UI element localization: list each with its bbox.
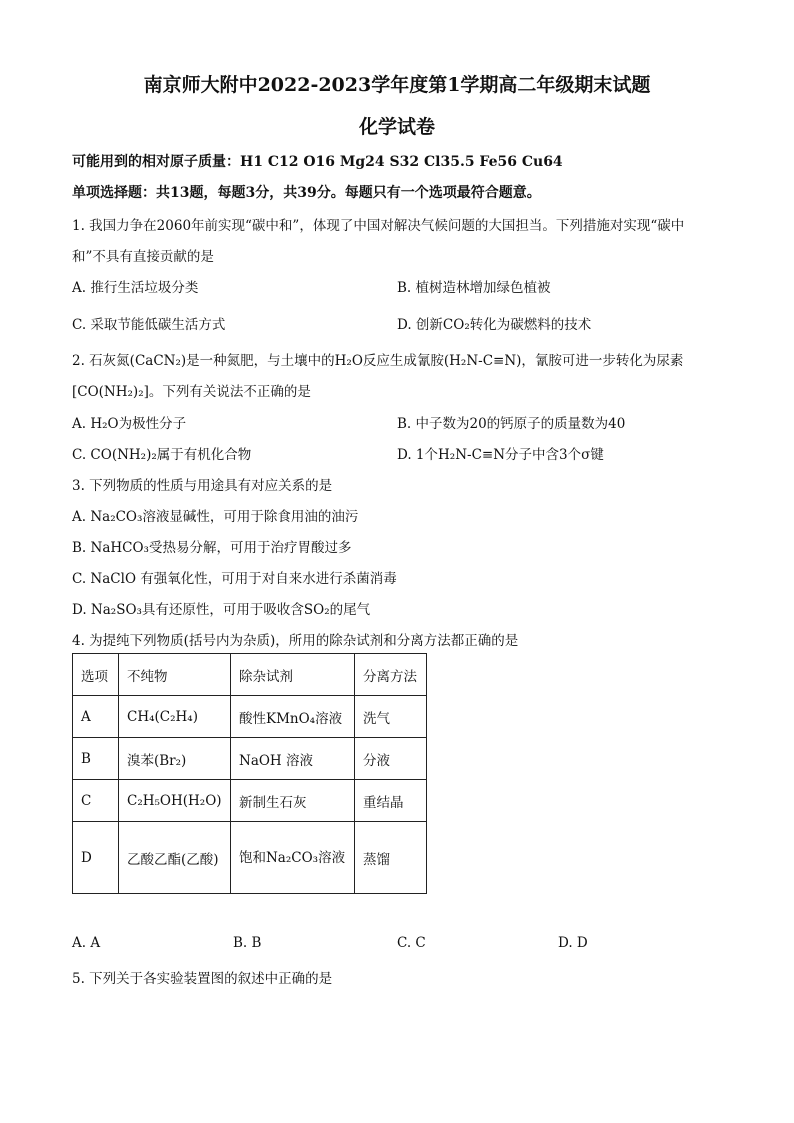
q1-stem-line1: 1. 我国力争在2060年前实现“碳中和”，体现了中国对解决气候问题的大国担当。下列措施对实现“碳中 xyxy=(72,218,685,234)
table-cell: C₂H₅OH(H₂O) xyxy=(119,780,231,822)
q4-options-table xyxy=(72,653,427,894)
q4-stem: 4. 为提纯下列物质(括号内为杂质)，所用的除杂试剂和分离方法都正确的是 xyxy=(72,633,519,649)
q1-option-b: B. 植树造林增加绿色植被 xyxy=(397,280,551,296)
table-cell: 蒸馏 xyxy=(355,822,427,894)
q1-stem-line2: 和”不具有直接贡献的是 xyxy=(72,249,214,265)
table-cell: D xyxy=(73,822,119,894)
q5-stem: 5. 下列关于各实验装置图的叙述中正确的是 xyxy=(72,971,333,987)
q4-option-b: B. B xyxy=(233,935,262,951)
table-cell: 新制生石灰 xyxy=(231,780,355,822)
q3-option-b: B. NaHCO₃受热易分解，可用于治疗胃酸过多 xyxy=(72,540,352,556)
table-cell: 酸性KMnO₄溶液 xyxy=(231,696,355,738)
q3-option-c: C. NaClO 有强氧化性，可用于对自来水进行杀菌消毒 xyxy=(72,571,397,587)
table-cell: 重结晶 xyxy=(355,780,427,822)
table-cell: 饱和Na₂CO₃溶液 xyxy=(231,822,355,894)
q1-option-d: D. 创新CO₂转化为碳燃料的技术 xyxy=(397,317,592,333)
q3-option-a: A. Na₂CO₃溶液显碱性，可用于除食用油的油污 xyxy=(72,509,359,525)
table-header-cell: 分离方法 xyxy=(355,654,427,696)
table-cell: 乙酸乙酯(乙酸) xyxy=(119,822,231,894)
table-header-row xyxy=(73,654,427,696)
exam-subtitle: 化学试卷 xyxy=(358,116,435,138)
q4-option-a: A. A xyxy=(72,935,101,951)
table-cell: CH₄(C₂H₄) xyxy=(119,696,231,738)
q4-option-c: C. C xyxy=(397,935,426,951)
table-header-cell: 除杂试剂 xyxy=(231,654,355,696)
table-cell: 洗气 xyxy=(355,696,427,738)
table-row xyxy=(73,822,427,894)
table-row xyxy=(73,738,427,780)
q2-option-b: B. 中子数为20的钙原子的质量数为40 xyxy=(397,416,626,432)
q2-stem-line2: [CO(NH₂)₂]。下列有关说法不正确的是 xyxy=(72,384,311,400)
table-header-cell: 不纯物 xyxy=(119,654,231,696)
q2-option-c: C. CO(NH₂)₂属于有机化合物 xyxy=(72,447,252,463)
q1-option-a: A. 推行生活垃圾分类 xyxy=(72,280,199,296)
table-cell: 溴苯(Br₂) xyxy=(119,738,231,780)
table-cell: B xyxy=(73,738,119,780)
q3-stem: 3. 下列物质的性质与用途具有对应关系的是 xyxy=(72,478,333,494)
exam-title: 南京师大附中2022-2023学年度第1学期高二年级期末试题 xyxy=(143,74,651,96)
q2-stem-line1: 2. 石灰氮(CaCN₂)是一种氮肥，与土壤中的H₂O反应生成氰胺(H₂N-C≡N)，氰胺可进一步转化为尿素 xyxy=(72,353,684,369)
table-cell: C xyxy=(73,780,119,822)
table-cell: 分液 xyxy=(355,738,427,780)
table-row xyxy=(73,780,427,822)
q2-option-a: A. H₂O为极性分子 xyxy=(72,416,187,432)
q3-option-d: D. Na₂SO₃具有还原性，可用于吸收含SO₂的尾气 xyxy=(72,602,371,618)
table-cell: A xyxy=(73,696,119,738)
table-header-cell: 选项 xyxy=(73,654,119,696)
q4-option-d: D. D xyxy=(558,935,588,951)
atomic-masses: 可能用到的相对原子质量：H1 C12 O16 Mg24 S32 Cl35.5 Fe56 Cu64 xyxy=(72,154,563,170)
q1-option-c: C. 采取节能低碳生活方式 xyxy=(72,317,226,333)
q2-option-d: D. 1个H₂N-C≡N分子中含3个σ键 xyxy=(397,447,604,463)
table-row xyxy=(73,696,427,738)
table-cell: NaOH 溶液 xyxy=(231,738,355,780)
section-heading: 单项选择题：共13题，每题3分，共39分。每题只有一个选项最符合题意。 xyxy=(72,185,541,201)
